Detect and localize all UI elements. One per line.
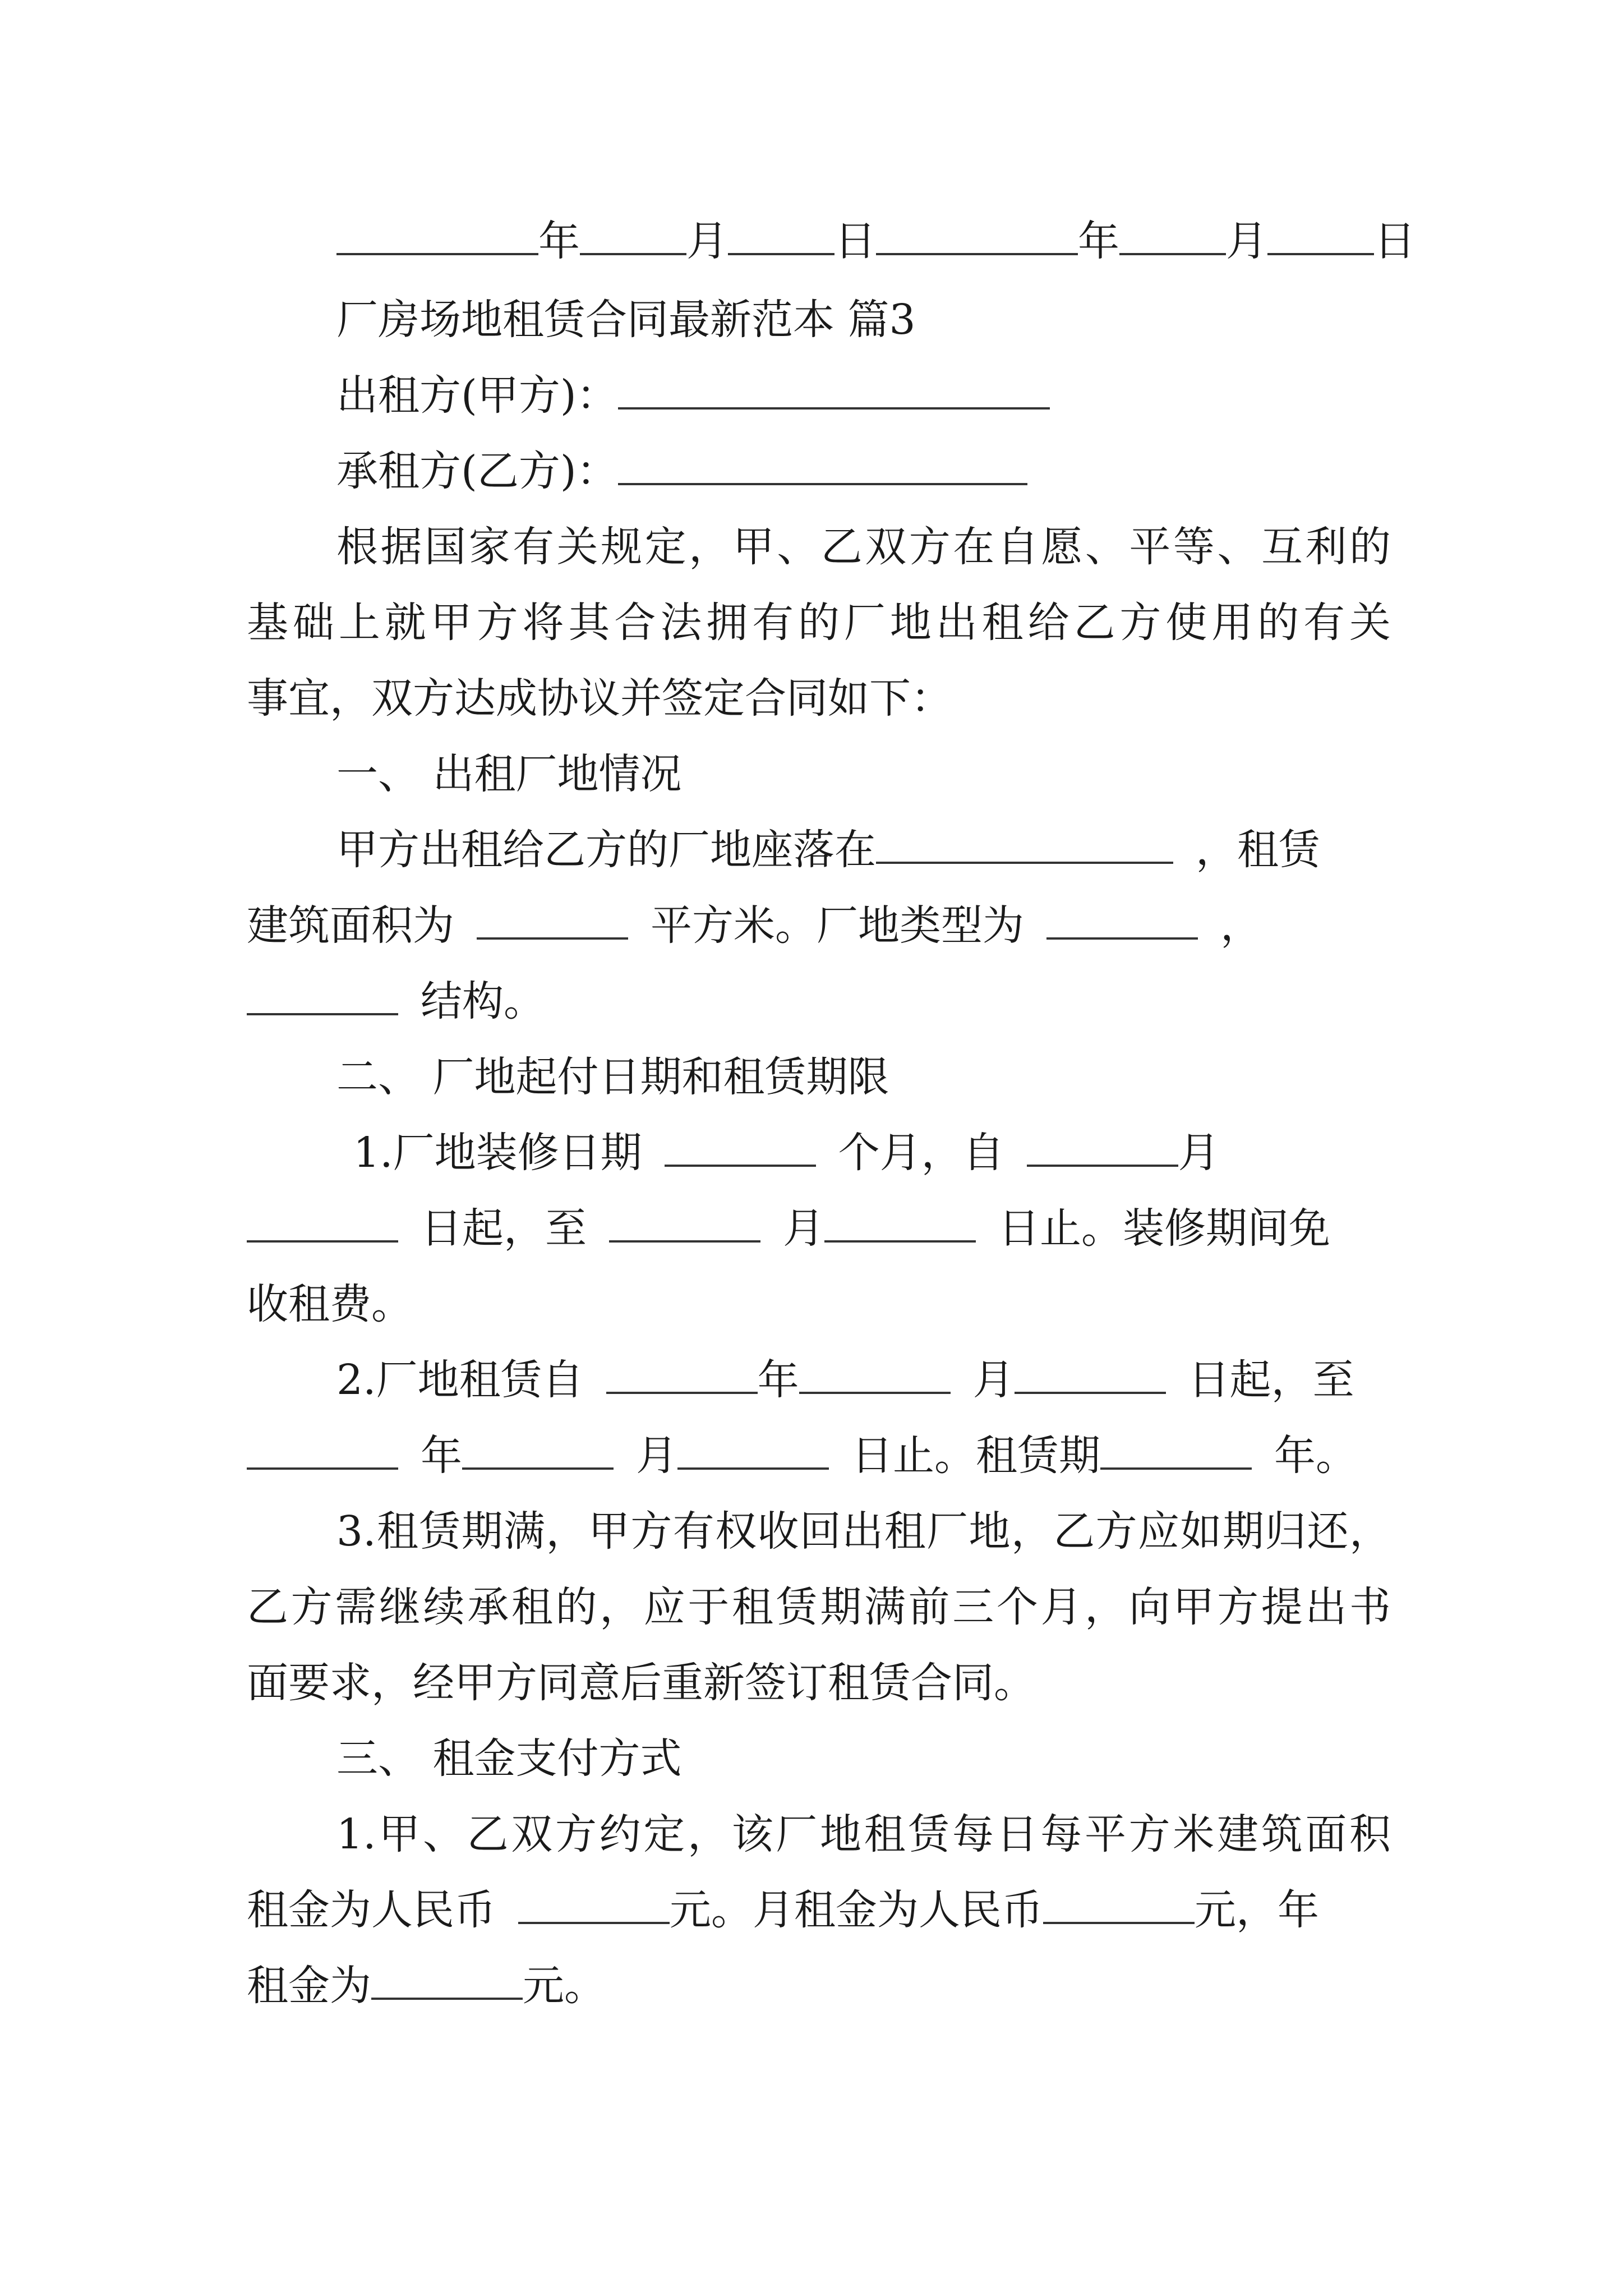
day-label: 日 [834, 217, 876, 265]
text: 甲方出租给乙方的厂地座落在 [336, 826, 876, 874]
text: 建筑面积为 [247, 901, 454, 950]
lessee-label: 承租方(乙方)： [336, 447, 618, 495]
text: 日起，至 [1188, 1356, 1354, 1404]
text: ，租赁 [1196, 826, 1320, 874]
blank [247, 1428, 398, 1470]
year-label: 年 [538, 217, 580, 265]
blank [799, 1352, 951, 1394]
area-blank [477, 898, 628, 940]
paragraph-line: 面要求，经甲方同意后重新签订租赁合同。 [247, 1659, 1035, 1707]
lessor-label: 出租方(甲方)： [336, 371, 618, 420]
lessee-line [336, 443, 1391, 499]
paragraph-line [247, 1958, 1391, 2014]
year-label: 年 [1078, 217, 1119, 265]
text: 年 [421, 1432, 462, 1480]
date-line [336, 213, 1415, 269]
text: 租金为人民币 [247, 1886, 496, 1934]
text: 个月，自 [838, 1129, 1004, 1177]
blank [824, 1201, 976, 1243]
blank [876, 214, 1078, 255]
section-2-title: 二、 厂地起付日期和租赁期限 [336, 1053, 889, 1101]
text: 租金为 [247, 1962, 371, 2010]
paragraph-line [336, 822, 1391, 878]
blank [1100, 1428, 1252, 1470]
text: 月 [1178, 1129, 1220, 1177]
month-label: 月 [1226, 217, 1267, 265]
lessor-blank [618, 368, 1050, 409]
blank [247, 1201, 398, 1243]
blank [606, 1352, 758, 1394]
blank [677, 1428, 829, 1470]
text: 元。 [523, 1962, 606, 2010]
text: 月 [972, 1356, 1015, 1404]
paragraph-line [247, 1200, 1391, 1257]
blank [665, 1125, 816, 1167]
section-1-title: 一、 出租厂地情况 [336, 750, 682, 798]
blank [1027, 1125, 1178, 1167]
intro-line: 事宜，双方达成协议并签定合同如下： [247, 674, 952, 723]
text: 日起，至 [421, 1204, 587, 1253]
intro-line: 根据国家有关规定，甲、乙双方在自愿、平等、互利的 [336, 523, 1391, 571]
blank [518, 1883, 670, 1924]
text: 日止。租赁期 [851, 1432, 1100, 1480]
section-3-title: 三、 租金支付方式 [336, 1734, 682, 1783]
type-blank [1046, 898, 1198, 940]
blank [580, 214, 686, 255]
month-label: 月 [686, 217, 728, 265]
paragraph-line: 乙方需继续承租的，应于租赁期满前三个月，向甲方提出书 [247, 1583, 1391, 1631]
blank [371, 1958, 523, 2000]
paragraph-line [247, 1882, 1391, 1938]
intro-line: 基础上就甲方将其合法拥有的厂地出租给乙方使用的有关 [247, 599, 1391, 647]
paragraph-line: 3.租赁期满，甲方有权收回出租厂地，乙方应如期归还， [336, 1507, 1391, 1556]
text: ， [1220, 901, 1262, 950]
paragraph-line: 收租费。 [247, 1280, 413, 1328]
text: 1.厂地装修日期 [353, 1129, 642, 1177]
text: 年 [757, 1356, 799, 1404]
blank [1043, 1883, 1195, 1924]
doc-heading: 厂房场地租赁合同最新范本 篇3 [336, 296, 916, 344]
location-blank [876, 822, 1173, 864]
text: 年。 [1274, 1432, 1357, 1480]
blank [462, 1428, 614, 1470]
text: 元。月租金为人民币 [670, 1886, 1043, 1934]
structure-blank [247, 974, 398, 1015]
text: 日止。装修期间免 [998, 1204, 1330, 1253]
blank [1119, 214, 1226, 255]
lessee-blank [618, 444, 1027, 485]
paragraph-line [247, 898, 1391, 954]
day-label: 日 [1374, 217, 1415, 265]
blank [609, 1201, 760, 1243]
paragraph-line [247, 1428, 1430, 1484]
paragraph-line [353, 1125, 1408, 1181]
blank [1015, 1352, 1166, 1394]
text: 平方米。厂地类型为 [651, 901, 1024, 950]
paragraph-line [247, 973, 1391, 1029]
text: 2.厂地租赁自 [336, 1356, 584, 1404]
paragraph-line [336, 1352, 1391, 1408]
blank [1267, 214, 1374, 255]
text: 结构。 [421, 977, 545, 1025]
blank [728, 214, 834, 255]
paragraph-line: 1.甲、乙双方约定，该厂地租赁每日每平方米建筑面积 [336, 1810, 1391, 1858]
blank [336, 214, 538, 255]
text: 月 [636, 1432, 677, 1480]
text: 元，年 [1195, 1886, 1319, 1934]
lessor-line [336, 367, 1391, 424]
text: 月 [783, 1204, 824, 1253]
